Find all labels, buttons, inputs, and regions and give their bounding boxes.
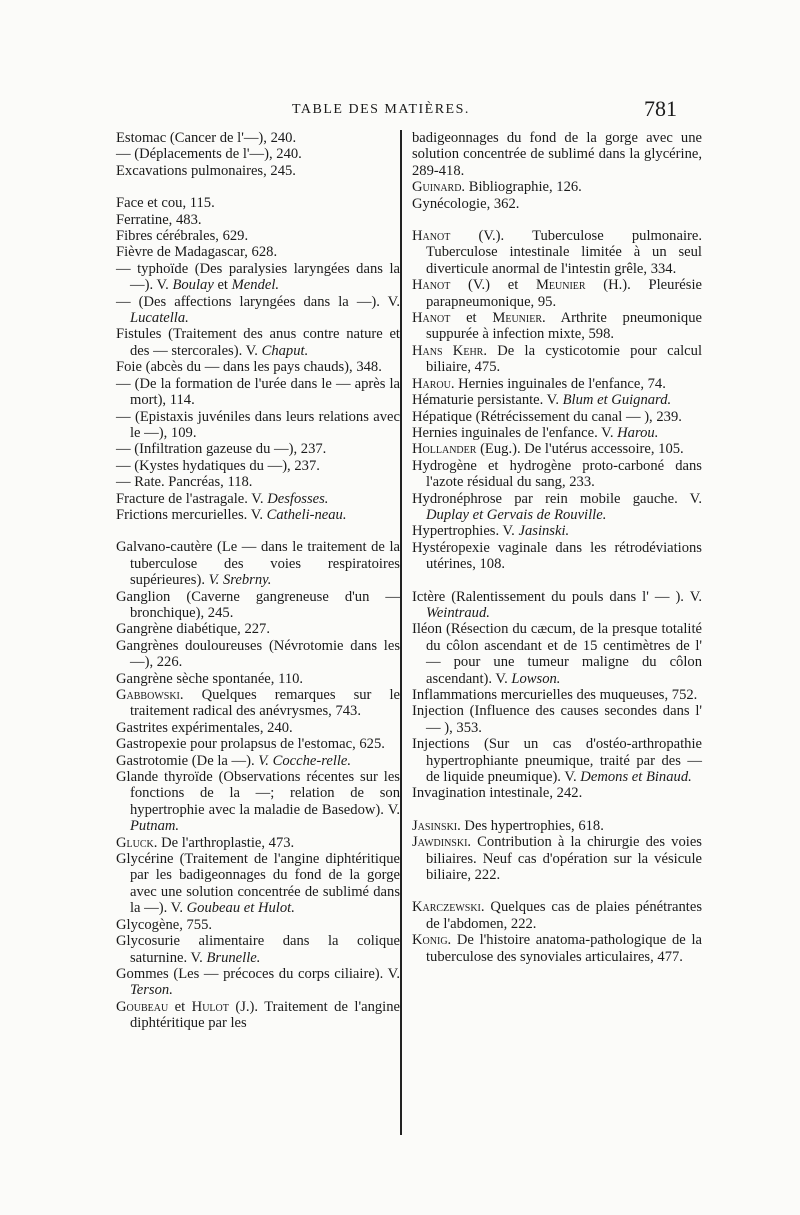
- index-entry: [412, 425, 702, 441]
- entry-text: — (Kystes hydatiques du —), 237.: [116, 457, 320, 474]
- reference-name: Lucatella.: [130, 310, 189, 327]
- index-entry: [116, 163, 400, 179]
- index-entry: [116, 195, 400, 211]
- index-entry: [116, 720, 400, 736]
- index-entry: [412, 736, 702, 785]
- entry-text: Hystéropexie vaginale dans les rétrodéviations utérines, 108.: [412, 539, 702, 573]
- entry-text: Gastrotomie (De la —).: [116, 752, 259, 769]
- entry-text: et: [168, 998, 192, 1015]
- index-entry: [412, 834, 702, 883]
- reference-name: Putnam.: [130, 818, 180, 835]
- reference-name: Duplay et Gervais de Rouville.: [426, 506, 607, 523]
- reference-name: Desfosses.: [267, 490, 329, 507]
- entry-text: — typhoïde (Des paralysies laryngées dans la —). V.: [116, 260, 400, 294]
- entry-text: Iléon (Résection du cæcum, de la presque totalité du côlon ascendant et de 15 centimètres de l' — pour une tumeur maligne du côlon ascendant). V.: [412, 621, 702, 687]
- author-name: Gluck.: [116, 834, 158, 851]
- entry-text: Des hypertrophies, 618.: [460, 817, 604, 834]
- index-entry: [116, 671, 400, 687]
- entry-text: — (De la formation de l'urée dans le — après la mort), 114.: [116, 375, 400, 409]
- author-name: Karczewski.: [412, 899, 485, 916]
- author-name: Hanot: [412, 277, 451, 294]
- index-entry: [116, 507, 400, 523]
- entry-text: De la cysticotomie pour calcul biliaire, 475.: [426, 342, 702, 376]
- author-name: Hanot: [412, 310, 451, 327]
- index-entry: [412, 687, 702, 703]
- index-entry: [116, 326, 400, 359]
- reference-name: Jasinski.: [518, 523, 570, 540]
- index-entry: [412, 523, 702, 539]
- index-entry: [116, 769, 400, 835]
- entry-text: Fibres cérébrales, 629.: [116, 228, 249, 245]
- entry-text: (J.). Traitement de l'angine diphtéritique par les: [130, 998, 400, 1032]
- entry-text: (Eug.). De l'utérus accessoire, 105.: [476, 441, 684, 458]
- entry-text: Gastropexie pour prolapsus de l'estomac, 625.: [116, 736, 385, 753]
- index-entry: [412, 179, 702, 195]
- entry-text: Face et cou, 115.: [116, 195, 215, 212]
- entry-text: Excavations pulmonaires, 245.: [116, 162, 296, 179]
- index-entry: [116, 130, 400, 146]
- entry-text: Hépatique (Rétrécissement du canal — ), 239.: [412, 408, 682, 425]
- author-name: Jasinski.: [412, 817, 461, 834]
- entry-text: (H.). Pleurésie parapneumonique, 95.: [426, 277, 702, 310]
- entry-text: Estomac (Cancer de l'—), 240.: [116, 130, 297, 146]
- index-entry: [412, 441, 702, 457]
- index-entry: [412, 228, 702, 277]
- index-entry: [116, 933, 400, 966]
- index-entry: [116, 999, 400, 1032]
- index-entry: [412, 785, 702, 801]
- reference-name: Catheli-neau.: [266, 506, 347, 523]
- index-entry: [412, 932, 702, 965]
- index-entry: [412, 589, 702, 622]
- entry-text: Gangrène diabétique, 227.: [116, 621, 270, 638]
- index-entry: [116, 621, 400, 637]
- index-entry: [412, 491, 702, 524]
- right-index-column: [400, 130, 702, 1135]
- index-entry: [116, 146, 400, 162]
- index-entry: [412, 621, 702, 687]
- entry-text: Hernies inguinales de l'enfance. V.: [412, 424, 618, 441]
- entry-text: Gangrènes douloureuses (Névrotomie dans les —), 226.: [116, 637, 400, 671]
- index-entry: [116, 244, 400, 260]
- index-entry: [116, 294, 400, 327]
- reference-name: Mendel.: [231, 277, 280, 294]
- index-entry: [412, 818, 702, 834]
- reference-name: Blum et Guignard.: [562, 392, 672, 409]
- page-number: 781: [644, 96, 677, 121]
- author-name: Harou.: [412, 375, 455, 392]
- author-name: Meunier: [535, 277, 586, 294]
- index-entry: [116, 638, 400, 671]
- entry-text: Ferratine, 483.: [116, 211, 202, 228]
- index-entry: [116, 212, 400, 228]
- index-entry: [412, 458, 702, 491]
- reference-name: Weintraud.: [426, 604, 490, 621]
- entry-text: Fièvre de Madagascar, 628.: [116, 244, 278, 261]
- index-entry: [116, 539, 400, 588]
- reference-name: Goubeau et Hulot.: [186, 900, 295, 917]
- entry-text: Quelques cas de plaies pénétrantes de l'abdomen, 222.: [426, 899, 702, 932]
- reference-name: Boulay: [172, 277, 214, 294]
- index-entry: [116, 491, 400, 507]
- index-entry: [116, 458, 400, 474]
- index-entry: [116, 441, 400, 457]
- author-name: Hanot: [412, 228, 451, 245]
- index-entry: [116, 409, 400, 442]
- entry-text: Gynécologie, 362.: [412, 195, 520, 212]
- index-entry: [116, 589, 400, 622]
- index-entry: [412, 130, 702, 179]
- entry-text: Hématurie persistante. V.: [412, 392, 563, 409]
- entry-text: Glycogène, 755.: [116, 916, 213, 933]
- author-name: Gabbowski.: [116, 687, 184, 703]
- entry-text: Glycosurie alimentaire dans la colique saturnine. V.: [116, 933, 400, 966]
- index-entry: [412, 899, 702, 932]
- index-entry: [116, 359, 400, 375]
- author-name: Hans Kehr.: [412, 342, 487, 359]
- index-entry: [116, 736, 400, 752]
- reference-name: Chaput.: [261, 342, 309, 359]
- entry-text: et: [450, 310, 493, 327]
- index-entry: [116, 835, 400, 851]
- index-entry: [412, 310, 702, 343]
- index-entry: [412, 540, 702, 573]
- entry-text: Frictions mercurielles. V.: [116, 506, 267, 523]
- index-entry: [116, 753, 400, 769]
- index-entry: [412, 376, 702, 392]
- entry-text: Hypertrophies. V.: [412, 523, 519, 540]
- entry-text: Glycérine (Traitement de l'angine diphtéritique par les badigeonnages du fond de la gorge avec une solution concentrée de sublimé dans la —). V.: [116, 851, 400, 917]
- entry-text: — (Infiltration gazeuse du —), 237.: [116, 441, 327, 458]
- entry-text: Galvano-cautère (Le — dans le traitement de la tuberculose des voies respiratoires supérieures).: [116, 539, 400, 589]
- entry-text: Hydrogène et hydrogène proto-carboné dans l'azote résidual du sang, 233.: [412, 457, 702, 491]
- reference-name: V. Cocche-relle.: [258, 752, 352, 769]
- entry-text: Quelques remarques sur le traitement radical des anévrysmes, 743.: [130, 687, 400, 720]
- index-entry: [412, 703, 702, 736]
- entry-text: badigeonnages du fond de la gorge avec une solution concentrée de sublimé dans la glycérine, 289-418.: [412, 130, 702, 179]
- entry-text: Gangrène sèche spontanée, 110.: [116, 670, 304, 687]
- author-name: Hulot: [191, 998, 229, 1015]
- entry-text: Glande thyroïde (Observations récentes sur les fonctions de la —; relation de son hypertrophie avec la maladie de Basedow). V.: [116, 769, 400, 818]
- entry-text: Arthrite pneumonique suppurée à infection mixte, 598.: [426, 310, 702, 343]
- author-name: Jawdinski.: [412, 834, 472, 851]
- entry-text: Fracture de l'astragale. V.: [116, 490, 268, 507]
- index-entry: [116, 474, 400, 490]
- entry-text: Ganglion (Caverne gangreneuse d'un — bronchique), 245.: [116, 588, 400, 621]
- author-name: Meunier.: [492, 310, 546, 327]
- reference-name: Brunelle.: [206, 949, 261, 966]
- reference-name: V. Srebrny.: [208, 572, 272, 589]
- entry-text: — (Epistaxis juvéniles dans leurs relations avec le —), 109.: [116, 408, 400, 441]
- entry-text: et: [213, 277, 232, 294]
- entry-text: Invagination intestinale, 242.: [412, 785, 583, 802]
- entry-text: (V.) et: [450, 277, 536, 294]
- entry-text: De l'histoire anatoma-pathologique de la tuberculose des synoviales articulaires, 477.: [426, 932, 702, 965]
- index-entry: [412, 409, 702, 425]
- reference-name: Lowson.: [511, 670, 561, 687]
- index-entry: [412, 392, 702, 408]
- index-entry: [116, 917, 400, 933]
- reference-name: Harou.: [617, 424, 659, 441]
- entry-text: Injections (Sur un cas d'ostéo-arthropathie hypertrophiante pneumique, traité par des — de liquide pneumique). V.: [412, 736, 702, 786]
- entry-text: Inflammations mercurielles des muqueuses, 752.: [412, 687, 698, 703]
- entry-text: — Rate. Pancréas, 118.: [116, 474, 253, 491]
- entry-text: Contribution à la chirurgie des voies biliaires. Neuf cas d'opération sur la vésicule biliaire, 222.: [426, 834, 702, 884]
- index-entry: [412, 196, 702, 212]
- entry-text: Hydronéphrose par rein mobile gauche. V.: [412, 490, 702, 507]
- entry-text: Foie (abcès du — dans les pays chauds), 348.: [116, 359, 382, 376]
- entry-text: Bibliographie, 126.: [465, 179, 582, 196]
- entry-text: De l'arthroplastie, 473.: [157, 834, 295, 851]
- reference-name: Demons et Binaud.: [580, 769, 692, 786]
- author-name: Goubeau: [116, 998, 169, 1015]
- reference-name: Terson.: [130, 982, 173, 999]
- entry-text: Gommes (Les — précoces du corps ciliaire). V.: [116, 965, 400, 982]
- index-entry: [116, 261, 400, 294]
- index-entry: [412, 277, 702, 310]
- index-entry: [116, 851, 400, 917]
- running-title: TABLE DES MATIÈRES.: [292, 102, 470, 117]
- author-name: Konig.: [412, 932, 452, 949]
- entry-text: (V.). Tuberculose pulmonaire. Tuberculose intestinale limitée à un seul diverticule anormal de l'intestin grêle, 334.: [426, 228, 702, 277]
- left-index-column: [116, 130, 400, 1032]
- entry-text: — (Déplacements de l'—), 240.: [116, 146, 302, 163]
- index-entry: [116, 687, 400, 720]
- index-entry: [116, 966, 400, 999]
- entry-text: Gastrites expérimentales, 240.: [116, 719, 293, 736]
- entry-text: Hernies inguinales de l'enfance, 74.: [454, 375, 666, 392]
- entry-text: — (Des affections laryngées dans la —). V.: [116, 293, 400, 310]
- entry-text: Injection (Influence des causes secondes dans l' — ), 353.: [412, 703, 702, 736]
- index-entry: [116, 228, 400, 244]
- index-entry: [412, 343, 702, 376]
- entry-text: Fistules (Traitement des anus contre nature et des — stercorales). V.: [116, 326, 400, 359]
- page-header: [0, 98, 800, 128]
- entry-text: Ictère (Ralentissement du pouls dans l' — ). V.: [412, 588, 702, 605]
- index-entry: [116, 376, 400, 409]
- author-name: Hollander: [412, 441, 477, 458]
- author-name: Guinard.: [412, 179, 466, 196]
